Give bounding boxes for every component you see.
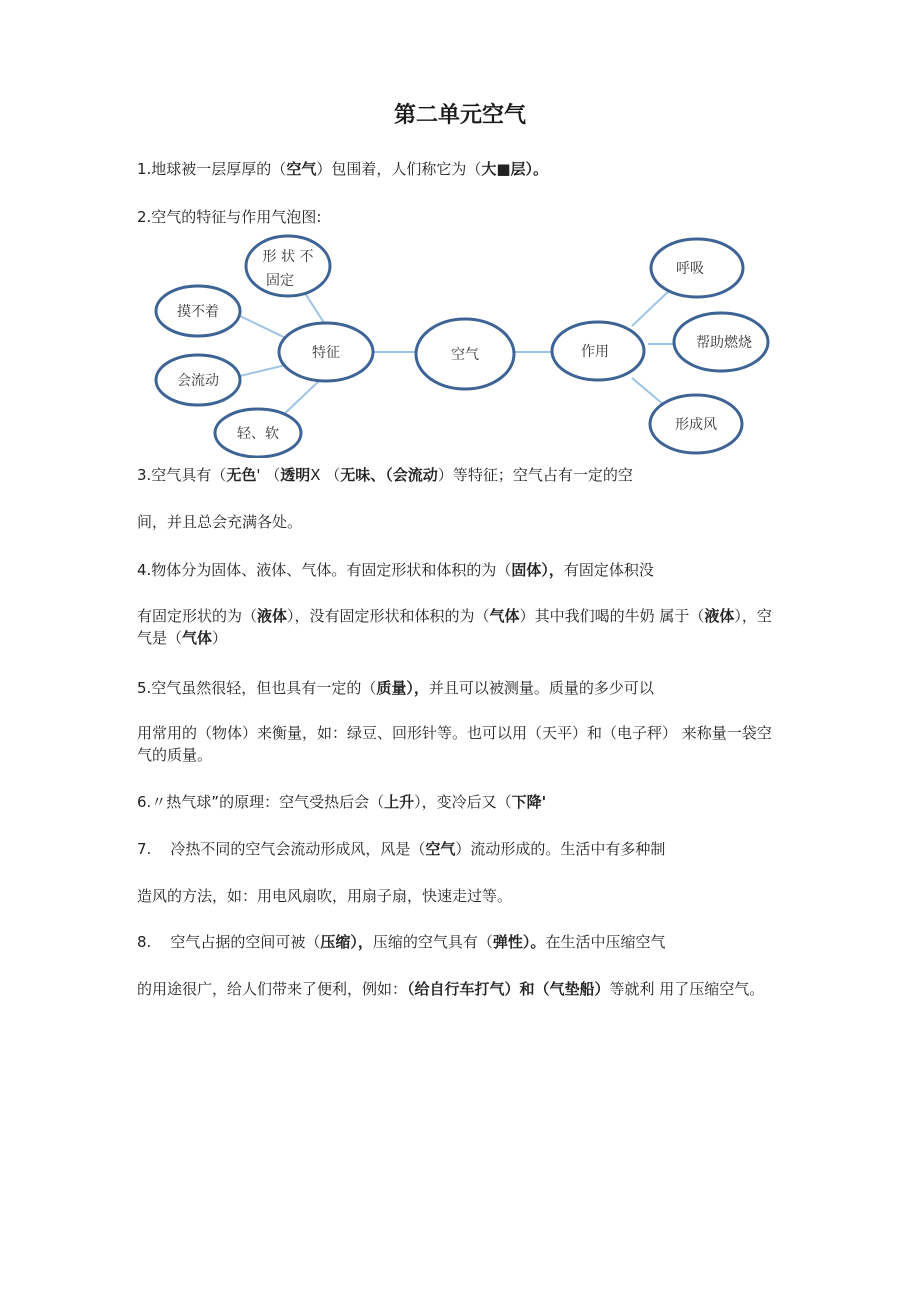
paragraph-4-cont: 有固定形状的为（液体），没有固定形状和体积的为（气体）其中我们喝的牛奶 属于（液体），空气是（气体） (137, 607, 772, 647)
svg-text:摸不着: 摸不着 (177, 304, 219, 320)
paragraph-7: 7. 冷热不同的空气会流动形成风，风是（空气）流动形成的。生活中有多种制 (137, 840, 666, 858)
paragraph-3-cont: 间，并且总会充满各处。 (137, 513, 303, 531)
link-light (280, 380, 320, 418)
link-breath (632, 288, 672, 326)
page-title: 第二单元空气 (393, 103, 526, 128)
svg-text:特征: 特征 (312, 345, 340, 361)
paragraph-3: 3.空气具有（无色' （透明X （无味、（会流动）等特征；空气占有一定的空 (137, 466, 633, 484)
svg-text:作用: 作用 (581, 344, 609, 360)
link-touch (240, 316, 290, 340)
bubble-flow (156, 355, 240, 405)
bubble-burn (674, 313, 768, 371)
svg-text:会流动: 会流动 (177, 373, 219, 389)
paragraph-5: 5.空气虽然很轻，但也具有一定的（质量），并且可以被测量。质量的多少可以 (137, 679, 654, 697)
link-flow (240, 364, 290, 376)
paragraph-8: 8. 空气占据的空间可被（压缩），压缩的空气具有（弹性）。在生活中压缩空气 (137, 933, 666, 951)
paragraph-4: 4.物体分为固体、液体、气体。有固定形状和体积的为（固体），有固定体积没 (137, 561, 654, 579)
bubble-light (215, 409, 301, 457)
bubble-wind (650, 395, 742, 453)
svg-text:轻、软: 轻、软 (237, 426, 279, 442)
paragraph-1: 1.地球被一层厚厚的（空气）包围着，人们称它为（大■层）。 (137, 160, 549, 178)
svg-text:空气: 空气 (451, 347, 479, 363)
paragraph-5-cont: 用常用的（物体）来衡量，如：绿豆、回形针等。也可以用（天平）和（电子秤） 来称量一袋空气的质量。 (137, 724, 772, 764)
bubble-diagram (140, 232, 780, 458)
bubble-features-hub (279, 323, 373, 381)
bubble-functions-hub (552, 322, 644, 380)
paragraph-7-cont: 造风的方法，如：用电风扇吹，用扇子扇，快速走过等。 (137, 887, 513, 905)
paragraph-2: 2.空气的特征与作用气泡图: (137, 208, 322, 226)
paragraph-6: 6.〃热气球”的原理：空气受热后会（上升），变冷后又（下降' (137, 793, 547, 811)
svg-text:形 状 不: 形 状 不 (262, 249, 314, 265)
bubble-center-air (416, 319, 514, 389)
bubble-shape (246, 236, 330, 296)
svg-text:帮助燃烧: 帮助燃烧 (696, 335, 752, 351)
svg-text:形成风: 形成风 (675, 417, 717, 433)
bubble-breath (651, 239, 743, 297)
bubble-touch (156, 286, 240, 336)
svg-text:固定: 固定 (266, 273, 294, 289)
svg-text:呼吸: 呼吸 (676, 261, 704, 277)
paragraph-8-cont: 的用途很广，给人们带来了便利，例如：（给自行车打气）和（气垫船）等就利 用了压缩空气。 (137, 980, 765, 998)
